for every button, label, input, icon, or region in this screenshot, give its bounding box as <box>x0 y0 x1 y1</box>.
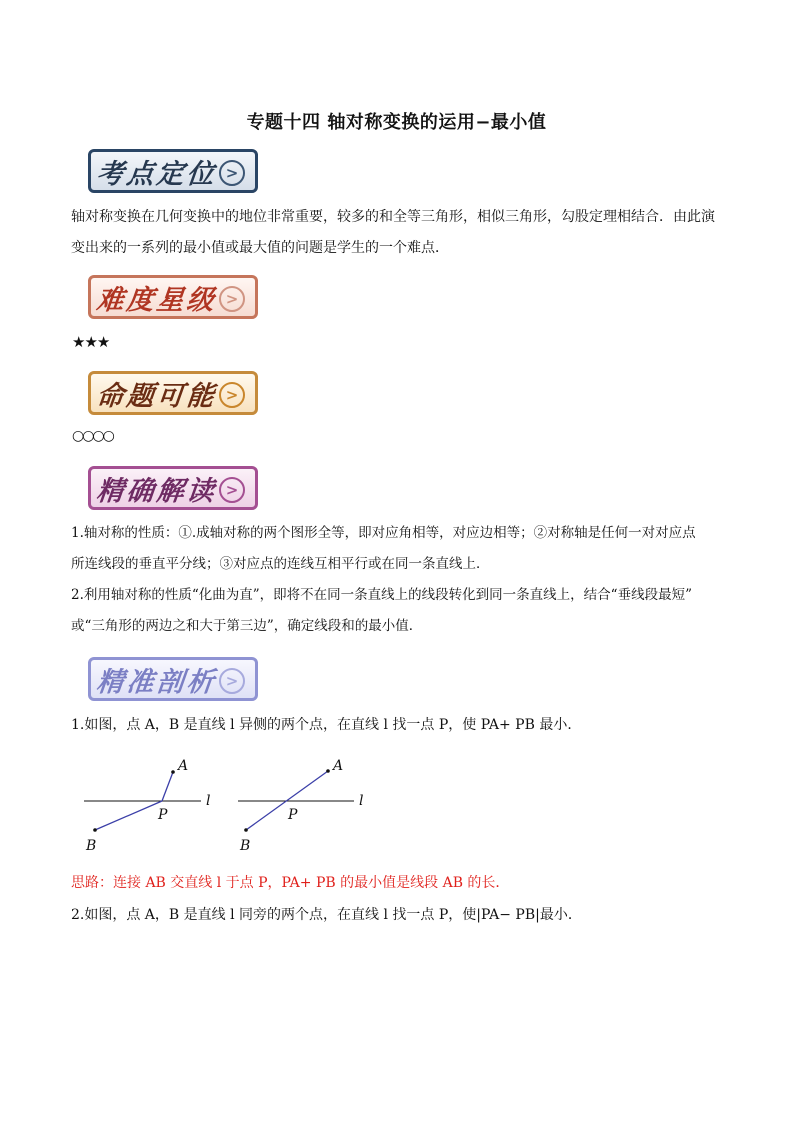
point-a <box>171 770 175 774</box>
text-line: 或“三角形的两边之和大于第三边”，确定线段和的最小值． <box>71 618 423 634</box>
banner-label: 难度星级 <box>95 284 219 316</box>
text-line: 2.利用轴对称的性质“化曲为直”，即将不在同一条直线上的线段转化到同一条直线上，结合“垂线段最短” <box>71 587 692 603</box>
figure-1 <box>84 758 210 854</box>
label-l: l <box>206 793 211 809</box>
point-b <box>93 828 97 832</box>
segment-pb <box>95 801 162 830</box>
text-line: 1.轴对称的性质：①.成轴对称的两个图形全等，即对应角相等，对应边相等；②对称轴是任何一对对应点 <box>71 525 696 541</box>
arrow-circle-icon: > <box>219 477 245 503</box>
label-b: B <box>240 838 251 854</box>
arrow-circle-icon: > <box>219 286 245 312</box>
point-b <box>244 828 248 832</box>
hint-text: 思路：连接 AB 交直线 l 于点 P，PA+ PB 的最小值是线段 AB 的长． <box>71 875 510 891</box>
label-p: P <box>158 807 168 823</box>
page-title: 专题十四 轴对称变换的运用−最小值 <box>246 112 547 133</box>
possibility-circles: ○○○○ <box>72 428 113 444</box>
label-a: A <box>178 758 189 774</box>
arrow-circle-icon: > <box>219 668 245 694</box>
banner-label: 精确解读 <box>95 475 219 507</box>
label-b: B <box>86 838 97 854</box>
arrow-circle-icon: > <box>219 382 245 408</box>
label-l: l <box>359 793 364 809</box>
banner-label: 考点定位 <box>95 158 219 190</box>
banner-label: 精准剖析 <box>95 666 219 698</box>
label-a: A <box>333 758 344 774</box>
label-p: P <box>288 807 298 823</box>
difficulty-stars: ★★★ <box>72 333 110 351</box>
text-line: 轴对称变换在几何变换中的地位非常重要，较多的和全等三角形，相似三角形，勾股定理相结合．由此演 <box>71 209 715 225</box>
text-line: 变出来的一系列的最小值或最大值的问题是学生的一个难点． <box>71 240 449 256</box>
segment-pa <box>162 772 173 801</box>
problem2-text: 2.如图，点 A，B 是直线 l 同旁的两个点，在直线 l 找一点 P，使|PA− PB|最小． <box>71 907 582 923</box>
point-a <box>326 769 330 773</box>
text-line: 所连线段的垂直平分线；③对应点的连线互相平行或在同一条直线上． <box>71 556 490 572</box>
problem1-text: 1.如图，点 A，B 是直线 l 异侧的两个点，在直线 l 找一点 P，使 PA+ PB 最小． <box>71 717 582 733</box>
figure-2 <box>238 758 363 854</box>
banner-label: 命题可能 <box>95 380 219 412</box>
arrow-circle-icon: > <box>219 160 245 186</box>
